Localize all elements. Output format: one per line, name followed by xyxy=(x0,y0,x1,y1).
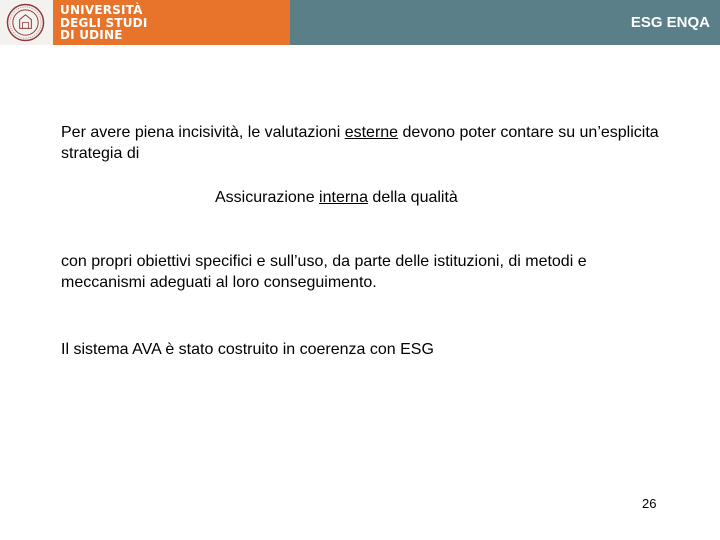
slide-header-title: ESG ENQA xyxy=(630,14,710,31)
paragraph-external-evaluations xyxy=(61,122,661,164)
seal-icon xyxy=(6,3,45,42)
page-number: 26 xyxy=(642,496,657,511)
paragraph-ava-system: Il sistema AVA è stato costruito in coerenza con ESG xyxy=(61,341,434,358)
logo-line: DEGLI STUDI xyxy=(60,15,148,30)
logo-line: DI UDINE xyxy=(60,28,123,42)
paragraph-internal-quality xyxy=(215,187,615,208)
text-segment: della qualità xyxy=(367,189,458,206)
university-seal-icon xyxy=(0,0,53,45)
paragraph-objectives: con propri obiettivi specifici e sull’uso, da parte delle istituzioni, di metodi e meccanismi adeguati al loro conseguimento. xyxy=(61,253,587,291)
header-bar xyxy=(0,0,720,45)
underlined-word: esterne xyxy=(344,124,399,141)
university-logo-band xyxy=(0,0,290,45)
university-name xyxy=(60,4,148,42)
text-segment: Per avere piena incisività, le valutazioni xyxy=(61,124,345,141)
text-segment: Assicurazione xyxy=(215,189,320,206)
logo-line: UNIVERSITÀ xyxy=(60,3,143,17)
text-segment: devono poter contare su un’esplicita strategia di xyxy=(61,124,659,162)
underlined-word: interna xyxy=(319,189,368,206)
